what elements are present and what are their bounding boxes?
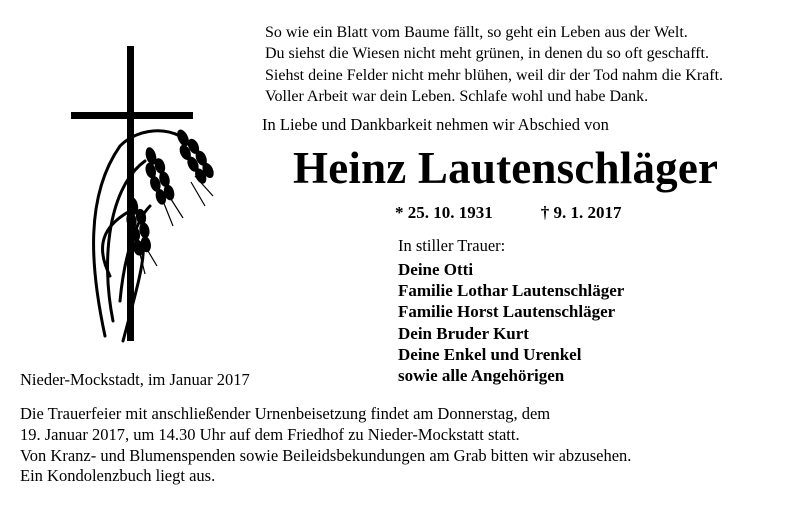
mourner: Deine Otti	[398, 260, 474, 279]
mourners-list	[398, 259, 624, 386]
poem-line: Voller Arbeit war dein Leben. Schlafe wohl und habe Dank.	[265, 88, 649, 106]
mourner: Familie Horst Lautenschläger	[398, 302, 616, 322]
mourning-intro: In stiller Trauer:	[398, 236, 506, 255]
death-date: † 9. 1. 2017	[540, 203, 622, 222]
notice-line: Die Trauerfeier mit anschließender Urnenbeisetzung findet am Donnerstag, dem	[20, 404, 551, 423]
notice-line: Von Kranz- und Blumenspenden sowie Beileidsbekundungen am Grab bitten wir abzusehen.	[20, 445, 632, 465]
mourner: Deine Enkel und Urenkel	[398, 344, 582, 364]
poem	[265, 22, 785, 108]
farewell-text: In Liebe und Dankbarkeit nehmen wir Abschied von	[262, 115, 609, 134]
poem-line: So wie ein Blatt vom Baume fällt, so geht ein Leben aus der Welt.	[265, 24, 688, 41]
cross-with-wheat-icon	[65, 46, 265, 346]
deceased-name: Heinz Lautenschläger	[293, 143, 719, 193]
notice-line: 19. Januar 2017, um 14.30 Uhr auf dem Friedhof zu Nieder-Mockstatt statt.	[20, 424, 520, 444]
mourner: Familie Lothar Lautenschläger	[398, 281, 625, 301]
funeral-notice	[20, 404, 790, 487]
notice-line: Ein Kondolenzbuch liegt aus.	[20, 466, 216, 486]
place-date: Nieder-Mockstadt, im Januar 2017	[20, 370, 250, 389]
mourner: Dein Bruder Kurt	[398, 323, 529, 343]
birth-date: * 25. 10. 1931	[395, 203, 493, 222]
poem-line: Siehst deine Felder nicht mehr blühen, weil dir der Tod nahm die Kraft.	[265, 66, 724, 84]
mourner: sowie alle Angehörigen	[398, 366, 565, 386]
poem-line: Du siehst die Wiesen nicht meht grünen, in denen du so oft geschafft.	[265, 45, 709, 63]
life-dates	[395, 203, 622, 223]
